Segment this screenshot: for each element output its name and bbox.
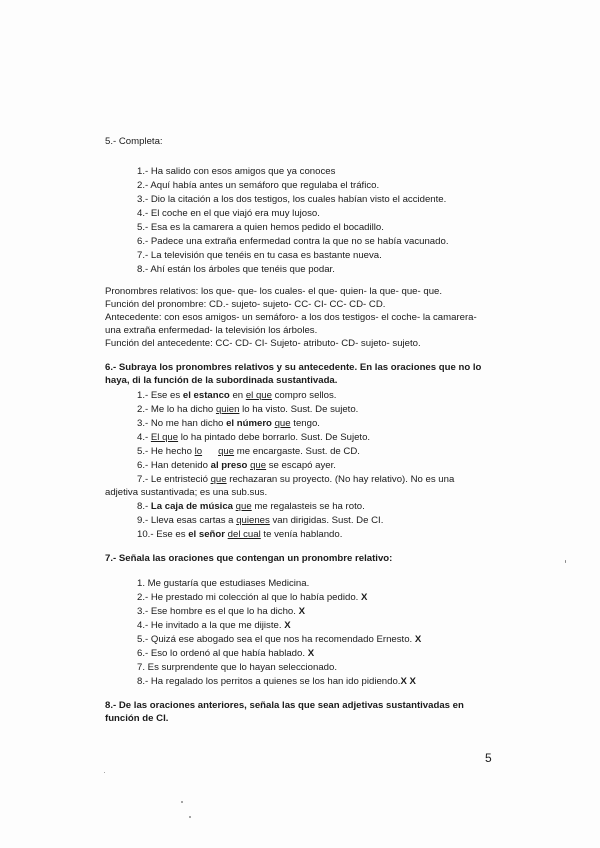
text: rechazaran su proyecto. (No hay relativo). No es una <box>226 474 455 485</box>
scan-speck <box>189 816 191 818</box>
x-mark: X <box>307 648 315 659</box>
relative-pronoun: el que <box>245 390 272 401</box>
list-item <box>137 676 416 688</box>
text: 9.- Lleva esas cartas a <box>137 515 237 526</box>
text: 4.- He invitado a la que me dijiste. <box>137 620 285 631</box>
note-line: Función del antecedente: CC- CD- CI- Sujeto- atributo- CD- sujeto- sujeto. <box>105 338 421 349</box>
scan-speck <box>104 772 105 773</box>
list-item <box>137 578 309 590</box>
text: 6.- Eso lo ordenó al que había hablado. <box>137 648 308 659</box>
relative-pronoun: quien <box>215 404 240 415</box>
text: 7. Es surprendente que lo hayan seleccionado. <box>137 662 338 673</box>
relative-pronoun: que <box>218 446 235 457</box>
x-mark: X <box>284 620 291 631</box>
list-item <box>137 634 421 646</box>
relative-pronoun: del cual <box>227 529 261 540</box>
section-5-title: 5.- Completa: <box>105 136 163 147</box>
text: en <box>229 390 246 401</box>
list-item: 2.- Aquí había antes un semáforo que regulaba el tráfico. <box>137 180 380 191</box>
text: 2.- Me lo ha dicho <box>137 404 216 415</box>
antecedent: La caja de música <box>150 501 233 512</box>
list-item <box>137 592 367 604</box>
list-item <box>137 648 314 660</box>
section-6-title: 6.- Subraya los pronombres relativos y su antecedente. En las oraciones que no lo <box>105 362 482 373</box>
section-8-title: 8.- De las oraciones anteriores, señala las que sean adjetivas sustantivadas en <box>105 700 464 711</box>
x-mark: X <box>361 592 368 603</box>
list-item <box>137 515 383 527</box>
relative-pronoun: que <box>274 418 291 429</box>
text: 7.- Le entristeció <box>137 474 211 485</box>
text: 1. Me gustaría que estudiases Medicina. <box>137 578 310 589</box>
text: tengo. <box>290 418 320 429</box>
list-item <box>137 418 320 430</box>
note-line: una extraña enfermedad- la televisión los árboles. <box>105 325 318 336</box>
list-item: 8.- Ahí están los árboles que tenéis que podar. <box>137 264 335 275</box>
section-8-title-cont: función de CI. <box>105 713 169 724</box>
antecedent: el señor <box>188 529 225 540</box>
list-item: 4.- El coche en el que viajó era muy lujoso. <box>137 208 320 219</box>
text: 6.- Han detenido <box>137 460 211 471</box>
text: me encargaste. Sust. de CD. <box>234 446 360 457</box>
section-6-title-cont: haya, di la función de la subordinada sustantivada. <box>105 375 338 386</box>
section-7-title: 7.- Señala las oraciones que contengan un pronombre relativo: <box>105 553 393 564</box>
relative-pronoun: que <box>250 460 267 471</box>
antecedent: el estanco <box>182 390 230 401</box>
list-item <box>137 432 370 444</box>
list-item <box>137 446 360 458</box>
text: me regalasteis se ha roto. <box>251 501 365 512</box>
antecedent: al preso <box>210 460 248 471</box>
text: te venía hablando. <box>260 529 343 540</box>
relative-pronoun: que <box>235 501 252 512</box>
text: lo ha pintado debe borrarlo. Sust. De Sujeto. <box>178 432 371 443</box>
text: van dirigidas. Sust. De CI. <box>269 515 384 526</box>
x-mark: X X <box>400 676 416 687</box>
text: 1.- Ese es <box>137 390 183 401</box>
note-line: Antecedente: con esos amigos- un semáforo- a los dos testigos- el coche- la camarera- <box>105 312 477 323</box>
relative-pronoun: quienes <box>236 515 270 526</box>
text: 10.- Ese es <box>137 529 189 540</box>
text: 5.- He hecho <box>137 446 195 457</box>
list-item <box>137 620 291 632</box>
text: 8.- Ha regalado los perritos a quienes se los han ido pidiendo. <box>137 676 401 687</box>
list-item <box>137 404 358 416</box>
text: 5.- Quizá ese abogado sea el que nos ha recomendado Ernesto. <box>137 634 415 645</box>
list-item <box>137 390 336 402</box>
list-item: 3.- Dio la citación a los dos testigos, los cuales habían visto el accidente. <box>137 194 447 205</box>
text: 4.- <box>137 432 151 443</box>
list-item-cont: adjetiva sustantivada; es una sub.sus. <box>105 487 268 498</box>
list-item <box>137 662 337 674</box>
x-mark: X <box>414 634 422 645</box>
scan-speck <box>181 801 183 803</box>
text: 8.- <box>137 501 151 512</box>
text: compro sellos. <box>271 390 337 401</box>
antecedent: el número <box>226 418 272 429</box>
list-item <box>137 606 305 618</box>
relative-pronoun: El que <box>150 432 179 443</box>
text: lo ha visto. Sust. De sujeto. <box>239 404 359 415</box>
list-item: 5.- Esa es la camarera a quien hemos pedido el bocadillo. <box>137 222 384 233</box>
text: 2.- He prestado mi colección al que lo había pedido. <box>137 592 361 603</box>
list-item <box>137 460 336 472</box>
relative-pronoun: que <box>210 474 227 485</box>
scan-speck <box>565 560 566 563</box>
text: 3.- No me han dicho <box>137 418 227 429</box>
list-item <box>137 501 365 513</box>
list-item <box>137 529 342 541</box>
x-mark: X <box>298 606 305 617</box>
note-line: Pronombres relativos: los que- que- los cuales- el que- quien- la que- que- que. <box>105 286 443 297</box>
text: se escapó ayer. <box>266 460 336 471</box>
list-item: 1.- Ha salido con esos amigos que ya conoces <box>137 166 336 177</box>
list-item <box>137 474 454 486</box>
list-item: 7.- La televisión que tenéis en tu casa es bastante nueva. <box>137 250 382 261</box>
list-item: 6.- Padece una extraña enfermedad contra la que no se había vacunado. <box>137 236 449 247</box>
antecedent: lo <box>194 446 203 457</box>
note-line: Función del pronombre: CD.- sujeto- sujeto- CC- CI- CC- CD- CD. <box>105 299 386 310</box>
text: 3.- Ese hombre es el que lo ha dicho. <box>137 606 299 617</box>
page-number: 5 <box>485 751 492 765</box>
